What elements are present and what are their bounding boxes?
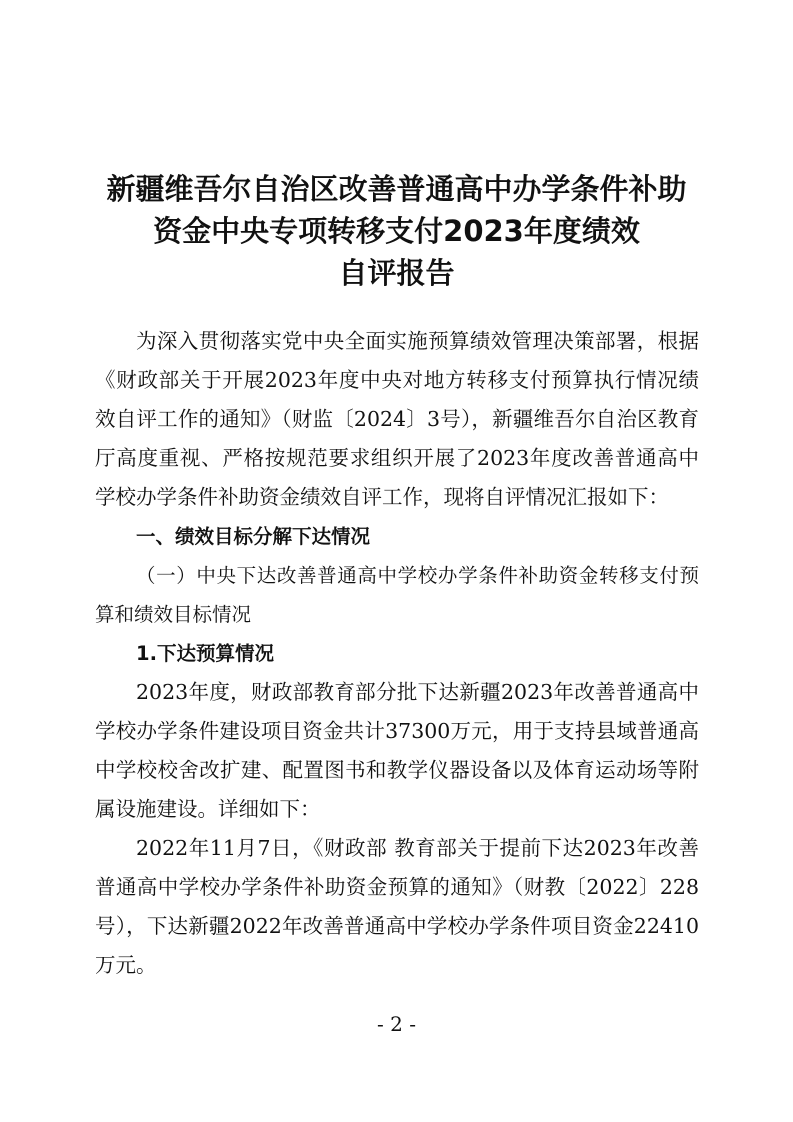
document-title: [60, 168, 733, 294]
intro-paragraph: 为深入贯彻落实党中央全面实施预算绩效管理决策部署，根据《财政部关于开展2023年度中央对地方转移支付预算执行情况绩效自评工作的通知》（财监〔2024〕3号），新疆维吾尔自治区教育厅高度重视、严格按规范要求组织开展了2023年度改善普通高中学校办学条件补助资金绩效自评工作，现将自评情况汇报如下：: [95, 329, 699, 509]
item-heading-1: 1.下达预算情况: [136, 642, 274, 665]
title-line-1: 新疆维吾尔自治区改善普通高中办学条件补助: [106, 172, 687, 206]
budget-paragraph: 2023年度，财政部教育部分批下达新疆2023年改善普通高中学校办学条件建设项目资金共计37300万元，用于支持县域普通高中学校校舍改扩建、配置图书和教学仪器设备以及体育运动场等附属设施建设。详细如下：: [95, 680, 699, 821]
subsection-heading-1: （一）中央下达改善普通高中学校办学条件补助资金转移支付预算和绩效目标情况: [95, 564, 699, 626]
section-heading-1: 一、绩效目标分解下达情况: [136, 525, 371, 548]
document-body: [95, 322, 699, 985]
notice-paragraph: 2022年11月7日，《财政部 教育部关于提前下达2023年改善普通高中学校办学条件补助资金预算的通知》（财教〔2022〕228号），下达新疆2022年改善普通高中学校办学条件项目资金22410万元。: [95, 836, 699, 977]
title-line-2: 资金中央专项转移支付2023年度绩效: [153, 214, 640, 248]
title-line-3: 自评报告: [338, 256, 455, 290]
page-number: - 2 -: [377, 1012, 416, 1036]
